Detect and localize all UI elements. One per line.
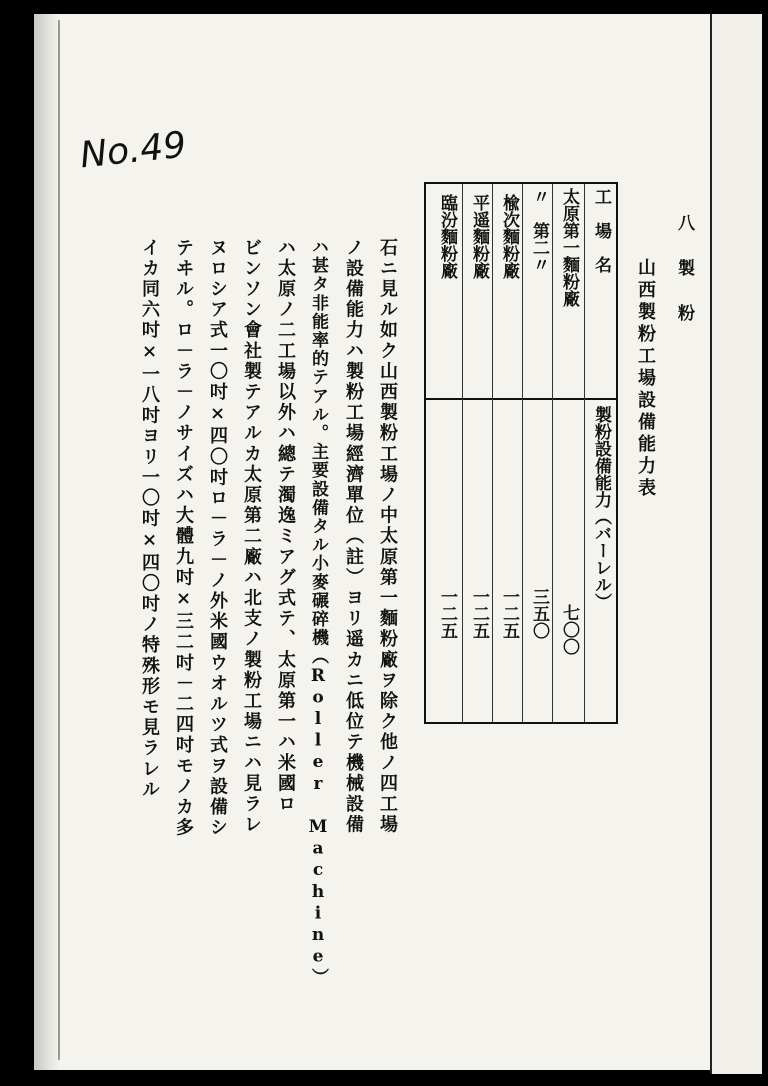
table-column-divider [522,184,523,722]
section-header: 八 製 粉 [674,214,694,325]
body-text-line: テヰル。ロ－ラ－ノサイズハ大體九吋×三二吋－二四吋モノカ多 [173,238,194,839]
table-row-name: 太原第一麵粉廠 [559,188,579,307]
table-row-capacity: 一二五 [499,588,519,639]
table-row-capacity: 七〇〇 [559,604,579,655]
handwritten-number: No.49 [78,124,189,177]
body-text-line: イカ同六吋×一八吋ヨリ一〇吋×四〇吋ノ特殊形モ見ラレル [139,238,160,801]
table-row-name: 〃 第二〃 [529,188,549,273]
page-gutter [34,14,60,1070]
binding-line [58,20,60,1060]
table-row-capacity: 一二五 [469,588,489,639]
body-text-line: ビンソン會社製テアルカ太原第二廠ハ北支ノ製粉工場ニハ見ラレ [241,238,262,836]
table-row-name: 平遥麵粉廠 [469,194,489,279]
body-text-line: ハ太原ノ二工場以外ハ總テ濁逸ミアグ式テ、太原第一ハ米國ロ [275,238,296,815]
table-title: 山西製粉工場設備能力表 [635,258,656,500]
body-text-line: ヌロシア式一〇吋×四〇吋ロ－ラ－ノ外米國ウオルツ式ヲ設備シ [207,238,228,839]
table-column-divider [462,184,463,722]
body-text-line: ハ甚タ非能率的テアル。主要設備タル小麥碾碎機（Roller Machine） [308,238,328,987]
table-column-divider [552,184,553,722]
capacity-table [424,182,618,724]
table-column-divider [492,184,493,722]
table-column-divider [584,184,585,722]
next-page-edge [710,14,762,1074]
table-row-capacity: 一二五 [437,588,457,639]
body-text-line: ノ設備能力ハ製粉工場經濟單位（註）ヨリ遥カニ低位テ機械設備 [343,238,364,836]
table-row-name: 臨汾麵粉廠 [437,194,457,279]
table-row-divider [426,398,616,400]
table-header-name: 工 場 名 [591,188,611,273]
table-row-name: 楡次麵粉廠 [499,194,519,279]
table-row-capacity: 三五〇 [529,588,549,639]
table-header-capacity: 製粉設備能力（バーレル） [591,406,611,610]
body-text-line: 石ニ見ル如ク山西製粉工場ノ中太原第一麵粉廠ヲ除ク他ノ四工場 [377,238,398,836]
